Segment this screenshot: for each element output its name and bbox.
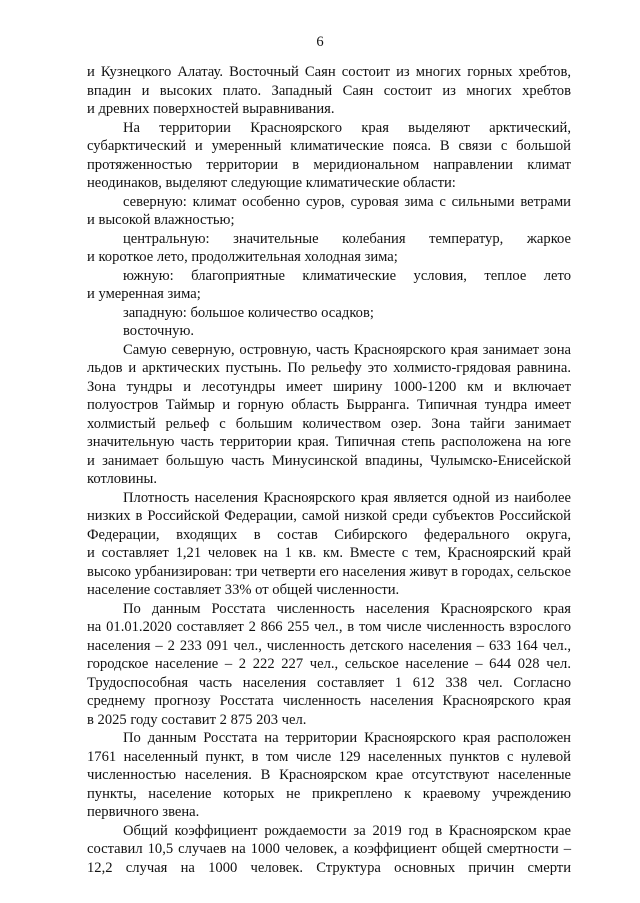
- text-line: и высокой влажностью;: [87, 212, 235, 228]
- text-line: низких в Российской Федерации, самой низкой среди субъектов Российской: [87, 508, 571, 524]
- text-line: холмистый рельеф с большим количеством озер. Зона тайги занимает: [87, 415, 571, 432]
- text-line: 1761 населенный пункт, в том числе 129 населенных пунктов с нулевой: [87, 748, 571, 765]
- text-line: первичного звена.: [87, 804, 200, 820]
- text-line: полуостров Таймыр и горную область Бырранга. Типичная тундра имеет: [87, 397, 571, 413]
- text-line: и Кузнецкого Алатау. Восточный Саян состоит из многих горных хребтов,: [87, 64, 571, 80]
- text-line: значительную часть территории края. Типичная степь расположена на юге: [87, 434, 571, 450]
- text-line: 12,2 случая на 1000 человек. Структура основных причин смерти: [87, 859, 571, 876]
- text-line: среднему прогнозу Росстата численность населения Красноярского края: [87, 693, 571, 709]
- text-line: высоко урбанизирован: три четверти его населения живут в городах, сельское: [87, 563, 571, 580]
- text-line: пункты, население которых не прикреплено к краевому учреждению: [87, 785, 571, 802]
- text-line: восточную.: [123, 323, 195, 339]
- text-line: и короткое лето, продолжительная холодная зима;: [87, 249, 398, 265]
- text-line: и древних поверхностей выравнивания.: [87, 101, 335, 117]
- text-line: На территории Красноярского края выделяют арктический,: [123, 119, 571, 136]
- text-line: северную: климат особенно суров, суровая зима с сильными ветрами: [123, 193, 571, 210]
- text-line: котловины.: [87, 471, 158, 487]
- text-line: Зона тундры и лесотундры имеет ширину 1000-1200 км и включает: [87, 378, 571, 395]
- text-line: Федерации, входящих в состав Сибирского федерального округа,: [87, 526, 571, 543]
- text-line: субарктический и умеренный климатические пояса. В связи с большой: [87, 138, 571, 154]
- text-line: По данным Росстата численность населения Красноярского края: [123, 600, 571, 617]
- text-line: льдов и арктических пустынь. По рельефу это холмисто-грядовая равнина.: [87, 360, 571, 376]
- text-line: в 2025 году составит 2 875 203 чел.: [87, 711, 307, 728]
- text-line: численностью населения. В Красноярском крае отсутствуют населенные: [87, 767, 571, 783]
- text-line: По данным Росстата на территории Красноярского края расположен: [123, 730, 571, 746]
- text-line: и составляет 1,21 человек на 1 кв. км. Вместе с тем, Красноярский край: [87, 545, 571, 561]
- text-line: городское население – 2 222 227 чел., сельское население – 644 028 чел.: [87, 656, 571, 672]
- text-line: неодинаков, выделяют следующие климатические области:: [87, 175, 456, 191]
- body-text: [87, 63, 571, 877]
- text-line: центральную: значительные колебания температур, жаркое: [123, 230, 571, 247]
- text-line: впадин и высоких плато. Западный Саян состоит из многих хребтов: [87, 82, 571, 99]
- text-line: и занимает большую часть Минусинской впадины, Чулымско-Енисейской: [87, 452, 571, 469]
- text-line: протяженностью территории в меридиональном направлении климат: [87, 156, 571, 173]
- text-line: и умеренная зима;: [87, 286, 201, 302]
- page-number: 6: [316, 34, 324, 50]
- text-line: населения – 2 233 091 чел., численность детского населения – 633 164 чел.,: [87, 637, 571, 654]
- text-line: Трудоспособная часть населения составляет 1 612 338 чел. Согласно: [87, 674, 571, 691]
- text-line: на 01.01.2020 составляет 2 866 255 чел., в том числе численность взрослого: [87, 619, 571, 635]
- text-line: Самую северную, островную, часть Красноярского края занимает зона: [123, 341, 571, 358]
- text-line: Общий коэффициент рождаемости за 2019 год в Красноярском крае: [123, 822, 571, 839]
- text-line: Плотность населения Красноярского края является одной из наиболее: [123, 489, 571, 506]
- text-line: население составляет 33% от общей численности.: [87, 582, 400, 598]
- text-line: западную: большое количество осадков;: [123, 304, 374, 321]
- text-line: южную: благоприятные климатические условия, теплое лето: [123, 267, 571, 284]
- text-line: составил 10,5 случаев на 1000 человек, а коэффициент общей смертности –: [87, 841, 571, 857]
